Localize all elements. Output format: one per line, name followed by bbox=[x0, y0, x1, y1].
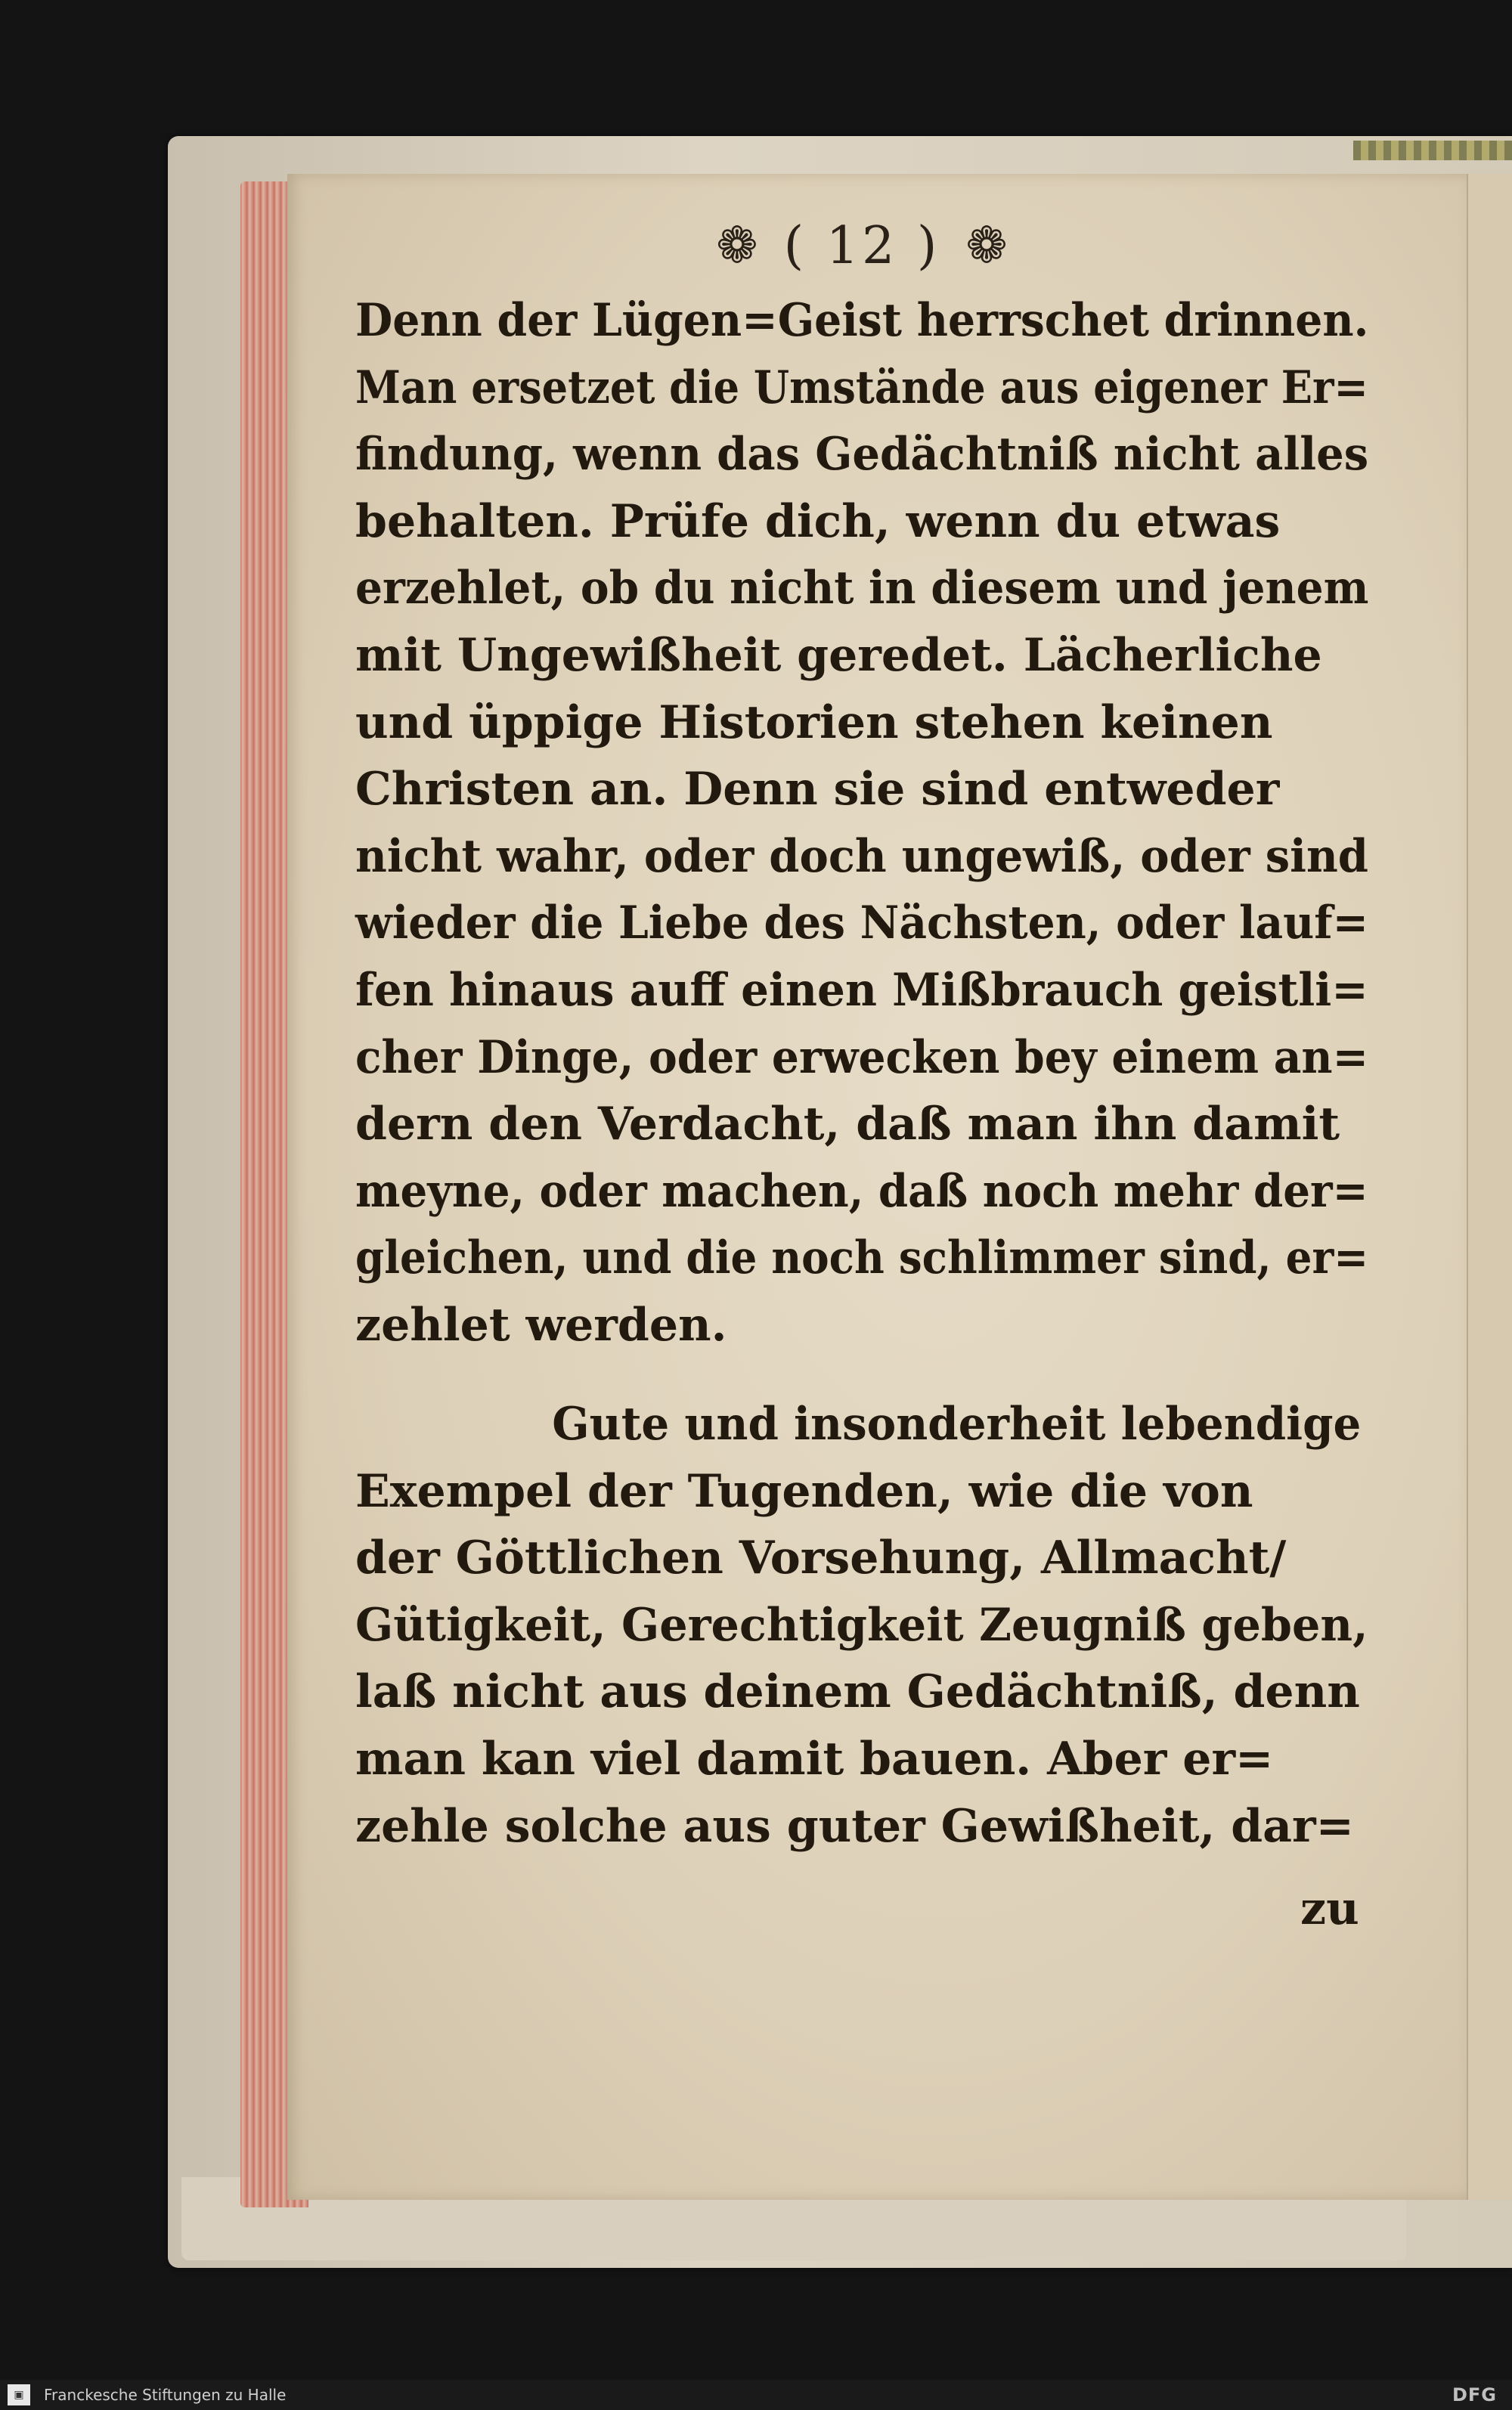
text-line: laß nicht aus deinem Gedächtniß, denn bbox=[355, 1665, 1360, 1719]
text-line: meyne, oder machen, daß noch mehr der= bbox=[355, 1164, 1368, 1218]
text-line: wieder die Liebe des Nächsten, oder lauf= bbox=[355, 897, 1368, 950]
text-line: Christen an. Denn sie sind entweder bbox=[355, 763, 1280, 816]
text-line: und üppige Historien stehen keinen bbox=[355, 695, 1273, 749]
text-line: mit Ungewißheit geredet. Lächerliche bbox=[355, 628, 1322, 682]
gilded-edge bbox=[1353, 141, 1512, 160]
paragraph-2 bbox=[355, 1391, 1368, 1860]
text-line: gleichen, und die noch schlimmer sind, er= bbox=[355, 1231, 1369, 1285]
text-line: findung, wenn das Gedächtniß nicht alles bbox=[355, 428, 1369, 482]
catchword: zu bbox=[1300, 1882, 1359, 1935]
text-line: Gütigkeit, Gerechtigkeit Zeugniß geben, bbox=[355, 1598, 1368, 1652]
page-header bbox=[680, 204, 1043, 287]
flower-ornament-right-icon: ❁ bbox=[965, 216, 1008, 274]
institution-logo-icon: ▣ bbox=[8, 2384, 30, 2405]
text-line: der Göttlichen Vorsehung, Allmacht/ bbox=[355, 1532, 1287, 1585]
text-line: nicht wahr, oder doch ungewiß, oder sind bbox=[355, 829, 1368, 883]
text-line: Gute und insonderheit lebendige bbox=[552, 1398, 1362, 1451]
text-line: zehle solche aus guter Gewißheit, dar= bbox=[355, 1799, 1354, 1853]
adjacent-page bbox=[1467, 174, 1512, 2200]
paragraph-1 bbox=[355, 287, 1368, 1359]
flower-ornament-left-icon: ❁ bbox=[716, 216, 758, 274]
text-line: Man ersetzet die Umstände aus eigener Er= bbox=[355, 361, 1368, 414]
text-line: dern den Verdacht, daß man ihn damit bbox=[355, 1098, 1340, 1151]
institution-name: Franckesche Stiftungen zu Halle bbox=[44, 2386, 287, 2404]
text-line: erzehlet, ob du nicht in diesem und jenem bbox=[355, 562, 1369, 615]
text-line: behalten. Prüfe dich, wenn du etwas bbox=[355, 494, 1281, 548]
text-line: cher Dinge, oder erwecken bey einem an= bbox=[355, 1030, 1369, 1084]
text-line: Denn der Lügen=Geist herrschet drinnen. bbox=[355, 294, 1369, 347]
text-line: man kan viel damit bauen. Aber er= bbox=[355, 1732, 1274, 1786]
page-number: ( 12 ) bbox=[783, 215, 940, 276]
viewer-footer bbox=[0, 2380, 1512, 2410]
text-line: Exempel der Tugenden, wie die von bbox=[355, 1464, 1253, 1518]
text-line: zehlet werden. bbox=[355, 1298, 727, 1352]
funder-logo: DFG bbox=[1452, 2384, 1497, 2405]
text-line: fen hinaus auff einen Mißbrauch geistli= bbox=[355, 963, 1368, 1017]
